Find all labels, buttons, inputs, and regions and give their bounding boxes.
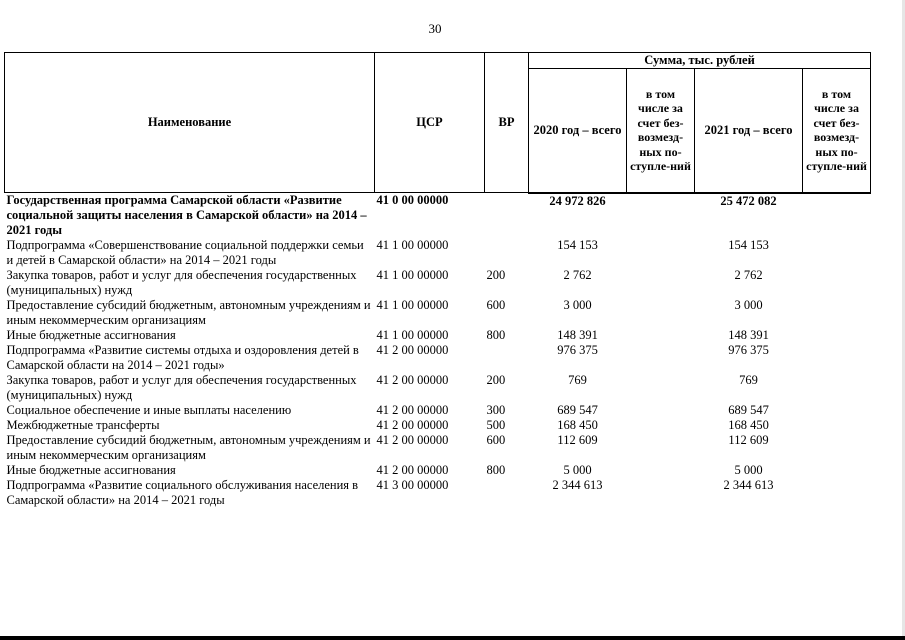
row-name: Государственная программа Самарской области «Развитие социальной защиты населения в Самарской области» на 2014 – 2021 годы bbox=[6, 193, 367, 237]
row-vr: 500 bbox=[486, 418, 506, 432]
row-name: Предоставление субсидий бюджетным, автономным учреждениям и иным некоммерческим организациям bbox=[6, 298, 371, 327]
header-2020-total: 2020 год – всего bbox=[529, 69, 627, 193]
row-csr: 41 3 00 00000 bbox=[376, 478, 449, 492]
row-csr: 41 2 00 00000 bbox=[376, 418, 449, 432]
row-2021-total: 3 000 bbox=[734, 298, 763, 312]
row-2020-incl bbox=[627, 433, 695, 463]
row-csr: 41 1 00 00000 bbox=[376, 238, 449, 252]
row-2021-total: 976 375 bbox=[728, 343, 769, 357]
row-2021-incl bbox=[803, 403, 871, 418]
row-2020-incl bbox=[627, 343, 695, 373]
table-row bbox=[5, 373, 871, 403]
row-2021-incl bbox=[803, 463, 871, 478]
row-2020-incl bbox=[627, 478, 695, 508]
row-2020-total: 24 972 826 bbox=[549, 193, 606, 208]
row-csr: 41 1 00 00000 bbox=[376, 328, 449, 342]
table-row bbox=[5, 463, 871, 478]
row-name: Закупка товаров, работ и услуг для обеспечения государственных (муниципальных) нужд bbox=[6, 373, 357, 402]
row-2021-incl bbox=[803, 193, 871, 239]
table-row bbox=[5, 328, 871, 343]
row-csr: 41 2 00 00000 bbox=[376, 343, 449, 357]
row-name: Социальное обеспечение и иные выплаты населению bbox=[6, 403, 292, 417]
row-name: Подпрограмма «Развитие системы отдыха и оздоровления детей в Самарской области на 2014 – 2021 годы» bbox=[6, 343, 359, 372]
header-sum-group: Сумма, тыс. рублей bbox=[529, 53, 871, 69]
table-row bbox=[5, 238, 871, 268]
row-2020-total: 3 000 bbox=[563, 298, 592, 312]
row-csr: 41 2 00 00000 bbox=[376, 433, 449, 447]
page-bottom-edge bbox=[0, 636, 905, 640]
row-2020-total: 2 762 bbox=[563, 268, 592, 282]
table-row bbox=[5, 268, 871, 298]
row-vr: 300 bbox=[486, 403, 506, 417]
row-2020-total: 5 000 bbox=[563, 463, 592, 477]
row-csr: 41 2 00 00000 bbox=[376, 373, 449, 387]
row-vr: 800 bbox=[486, 328, 506, 342]
row-vr bbox=[485, 343, 529, 373]
row-2020-total: 689 547 bbox=[557, 403, 598, 417]
row-2021-total: 769 bbox=[739, 373, 758, 387]
row-2020-incl bbox=[627, 463, 695, 478]
row-name: Иные бюджетные ассигнования bbox=[6, 463, 176, 477]
row-2021-total: 5 000 bbox=[734, 463, 763, 477]
row-2020-incl bbox=[627, 268, 695, 298]
header-vr: ВР bbox=[485, 53, 529, 193]
row-2020-incl bbox=[627, 403, 695, 418]
row-2021-total: 2 344 613 bbox=[723, 478, 774, 492]
row-vr bbox=[485, 238, 529, 268]
row-2020-incl bbox=[627, 238, 695, 268]
row-2020-incl bbox=[627, 373, 695, 403]
row-vr bbox=[485, 193, 529, 239]
budget-table bbox=[4, 52, 871, 508]
page-number: 30 bbox=[428, 21, 442, 36]
row-vr: 200 bbox=[486, 373, 506, 387]
row-2021-incl bbox=[803, 433, 871, 463]
row-vr: 600 bbox=[486, 298, 506, 312]
row-2021-total: 689 547 bbox=[728, 403, 769, 417]
row-2021-total: 112 609 bbox=[728, 433, 769, 447]
row-name: Подпрограмма «Совершенствование социальной поддержки семьи и детей в Самарской области» на 2014 – 2021 годы bbox=[6, 238, 364, 267]
table-header bbox=[5, 53, 871, 193]
row-csr: 41 0 00 00000 bbox=[376, 193, 449, 207]
row-2021-incl bbox=[803, 298, 871, 328]
row-name: Закупка товаров, работ и услуг для обеспечения государственных (муниципальных) нужд bbox=[6, 268, 357, 297]
row-name: Предоставление субсидий бюджетным, автономным учреждениям и иным некоммерческим организациям bbox=[6, 433, 371, 462]
header-2021-incl: в том числе за счет без-возмезд-ных по-ступле-ний bbox=[803, 69, 871, 193]
row-2021-incl bbox=[803, 418, 871, 433]
row-2021-total: 148 391 bbox=[728, 328, 769, 342]
row-2020-total: 154 153 bbox=[557, 238, 598, 252]
row-2021-incl bbox=[803, 268, 871, 298]
table-row bbox=[5, 343, 871, 373]
row-2020-incl bbox=[627, 298, 695, 328]
row-name: Подпрограмма «Развитие социального обслуживания населения в Самарской области» на 2014 – 2021 годы bbox=[6, 478, 359, 507]
table-body bbox=[5, 193, 871, 509]
row-2020-incl bbox=[627, 328, 695, 343]
table-row bbox=[5, 298, 871, 328]
table-row bbox=[5, 193, 871, 239]
row-2021-total: 2 762 bbox=[734, 268, 763, 282]
row-2020-total: 148 391 bbox=[557, 328, 598, 342]
row-2021-incl bbox=[803, 238, 871, 268]
header-name: Наименование bbox=[5, 53, 375, 193]
row-csr: 41 2 00 00000 bbox=[376, 463, 449, 477]
row-2020-total: 976 375 bbox=[557, 343, 598, 357]
row-vr bbox=[485, 478, 529, 508]
row-2020-total: 168 450 bbox=[557, 418, 598, 432]
row-vr: 800 bbox=[486, 463, 506, 477]
row-name: Межбюджетные трансферты bbox=[6, 418, 160, 432]
table-row bbox=[5, 478, 871, 508]
row-2020-total: 112 609 bbox=[557, 433, 598, 447]
row-2021-total: 168 450 bbox=[728, 418, 769, 432]
row-csr: 41 2 00 00000 bbox=[376, 403, 449, 417]
header-csr: ЦСР bbox=[375, 53, 485, 193]
header-2021-total: 2021 год – всего bbox=[695, 69, 803, 193]
row-2021-total: 154 153 bbox=[728, 238, 769, 252]
row-2020-total: 2 344 613 bbox=[552, 478, 603, 492]
row-2020-total: 769 bbox=[568, 373, 587, 387]
row-vr: 200 bbox=[486, 268, 506, 282]
row-name: Иные бюджетные ассигнования bbox=[6, 328, 176, 342]
table-row bbox=[5, 418, 871, 433]
row-2021-incl bbox=[803, 478, 871, 508]
row-2021-total: 25 472 082 bbox=[720, 193, 777, 208]
row-csr: 41 1 00 00000 bbox=[376, 298, 449, 312]
row-2021-incl bbox=[803, 328, 871, 343]
row-2020-incl bbox=[627, 418, 695, 433]
row-vr: 600 bbox=[486, 433, 506, 447]
table-row bbox=[5, 403, 871, 418]
row-csr: 41 1 00 00000 bbox=[376, 268, 449, 282]
row-2020-incl bbox=[627, 193, 695, 239]
row-2021-incl bbox=[803, 343, 871, 373]
row-2021-incl bbox=[803, 373, 871, 403]
table-row bbox=[5, 433, 871, 463]
header-2020-incl: в том числе за счет без-возмезд-ных по-ступле-ний bbox=[627, 69, 695, 193]
